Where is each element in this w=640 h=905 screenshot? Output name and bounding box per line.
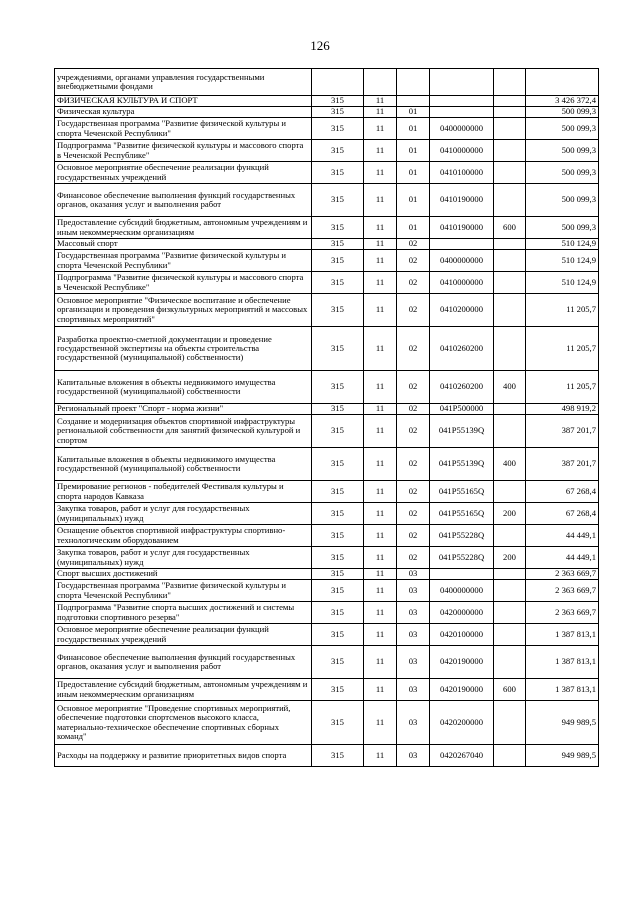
table-row: [55, 602, 599, 624]
target-article-cell: [430, 569, 494, 580]
amount-cell: 44 449,1: [526, 525, 599, 547]
expense-type-cell: [494, 327, 526, 371]
subsection-code-cell: 03: [397, 745, 430, 767]
amount-cell: 500 099,3: [526, 107, 599, 118]
subsection-code-cell: 03: [397, 646, 430, 679]
admin-code-cell: 315: [312, 602, 364, 624]
admin-code-cell: 315: [312, 448, 364, 481]
target-article-cell: 0420267040: [430, 745, 494, 767]
table-row: [55, 294, 599, 327]
subsection-code-cell: 02: [397, 404, 430, 415]
table-row: [55, 701, 599, 745]
table-row: [55, 679, 599, 701]
section-code-cell: 11: [364, 118, 397, 140]
amount-cell: 1 387 813,1: [526, 646, 599, 679]
subsection-code-cell: 02: [397, 415, 430, 448]
section-code-cell: [364, 69, 397, 96]
expense-type-cell: 200: [494, 547, 526, 569]
admin-code-cell: 315: [312, 371, 364, 404]
subsection-code-cell: [397, 69, 430, 96]
expense-type-cell: 200: [494, 503, 526, 525]
amount-cell: 500 099,3: [526, 162, 599, 184]
subsection-code-cell: 01: [397, 107, 430, 118]
admin-code-cell: 315: [312, 415, 364, 448]
amount-cell: 510 124,9: [526, 250, 599, 272]
row-name-cell: Физическая культура: [55, 107, 312, 118]
section-code-cell: 11: [364, 624, 397, 646]
amount-cell: 2 363 669,7: [526, 580, 599, 602]
section-code-cell: 11: [364, 239, 397, 250]
admin-code-cell: 315: [312, 679, 364, 701]
expense-type-cell: [494, 415, 526, 448]
subsection-code-cell: 03: [397, 580, 430, 602]
amount-cell: 1 387 813,1: [526, 624, 599, 646]
expense-type-cell: [494, 481, 526, 503]
row-name-cell: Основное мероприятие "Проведение спортивных мероприятий, обеспечение подготовки спортсменов высокого класса, материально-техническое обеспечение спортивных сборных команд": [55, 701, 312, 745]
row-name-cell: Государственная программа "Развитие физической культуры и спорта Чеченской Республики": [55, 118, 312, 140]
expense-type-cell: 400: [494, 448, 526, 481]
amount-cell: 67 268,4: [526, 503, 599, 525]
expense-type-cell: [494, 404, 526, 415]
table-row: [55, 503, 599, 525]
expense-type-cell: 400: [494, 371, 526, 404]
subsection-code-cell: 02: [397, 525, 430, 547]
section-code-cell: 11: [364, 184, 397, 217]
amount-cell: 500 099,3: [526, 118, 599, 140]
row-name-cell: ФИЗИЧЕСКАЯ КУЛЬТУРА И СПОРТ: [55, 96, 312, 107]
subsection-code-cell: 02: [397, 239, 430, 250]
amount-cell: 11 205,7: [526, 371, 599, 404]
section-code-cell: 11: [364, 415, 397, 448]
expense-type-cell: [494, 239, 526, 250]
subsection-code-cell: 01: [397, 162, 430, 184]
amount-cell: 949 989,5: [526, 745, 599, 767]
expense-type-cell: [494, 184, 526, 217]
subsection-code-cell: [397, 96, 430, 107]
table-row: [55, 239, 599, 250]
target-article-cell: [430, 69, 494, 96]
expense-type-cell: [494, 701, 526, 745]
target-article-cell: 0420100000: [430, 624, 494, 646]
admin-code-cell: 315: [312, 239, 364, 250]
table-row: [55, 107, 599, 118]
subsection-code-cell: 02: [397, 448, 430, 481]
expense-type-cell: [494, 580, 526, 602]
table-body: [55, 69, 599, 767]
section-code-cell: 11: [364, 404, 397, 415]
section-code-cell: 11: [364, 503, 397, 525]
amount-cell: 510 124,9: [526, 239, 599, 250]
expense-type-cell: [494, 250, 526, 272]
admin-code-cell: 315: [312, 525, 364, 547]
admin-code-cell: 315: [312, 481, 364, 503]
admin-code-cell: 315: [312, 96, 364, 107]
section-code-cell: 11: [364, 569, 397, 580]
subsection-code-cell: 02: [397, 503, 430, 525]
expense-type-cell: [494, 69, 526, 96]
target-article-cell: [430, 239, 494, 250]
subsection-code-cell: 02: [397, 481, 430, 503]
row-name-cell: учреждениями, органами управления государственными внебюджетными фондами: [55, 69, 312, 96]
target-article-cell: 0410200000: [430, 294, 494, 327]
admin-code-cell: 315: [312, 162, 364, 184]
section-code-cell: 11: [364, 580, 397, 602]
target-article-cell: 0420200000: [430, 701, 494, 745]
admin-code-cell: 315: [312, 745, 364, 767]
table-row: [55, 547, 599, 569]
amount-cell: 498 919,2: [526, 404, 599, 415]
target-article-cell: 041P55165Q: [430, 481, 494, 503]
table-row: [55, 162, 599, 184]
row-name-cell: Закупка товаров, работ и услуг для государственных (муниципальных) нужд: [55, 547, 312, 569]
table-row: [55, 624, 599, 646]
target-article-cell: 0410000000: [430, 140, 494, 162]
table-row: [55, 569, 599, 580]
admin-code-cell: 315: [312, 107, 364, 118]
subsection-code-cell: 03: [397, 602, 430, 624]
expense-type-cell: [494, 525, 526, 547]
amount-cell: 2 363 669,7: [526, 602, 599, 624]
section-code-cell: 11: [364, 481, 397, 503]
table-row: [55, 69, 599, 96]
row-name-cell: Основное мероприятие обеспечение реализации функций государственных учреждений: [55, 624, 312, 646]
target-article-cell: 0410000000: [430, 272, 494, 294]
target-article-cell: 0420190000: [430, 679, 494, 701]
admin-code-cell: 315: [312, 701, 364, 745]
admin-code-cell: 315: [312, 547, 364, 569]
row-name-cell: Капитальные вложения в объекты недвижимого имущества государственной (муниципальной) собственности: [55, 371, 312, 404]
subsection-code-cell: 02: [397, 371, 430, 404]
admin-code-cell: 315: [312, 272, 364, 294]
target-article-cell: 0410190000: [430, 217, 494, 239]
table-row: [55, 448, 599, 481]
target-article-cell: 0420190000: [430, 646, 494, 679]
row-name-cell: Капитальные вложения в объекты недвижимого имущества государственной (муниципальной) собственности: [55, 448, 312, 481]
expense-type-cell: 600: [494, 217, 526, 239]
subsection-code-cell: 02: [397, 327, 430, 371]
row-name-cell: Региональный проект "Спорт - норма жизни": [55, 404, 312, 415]
admin-code-cell: 315: [312, 327, 364, 371]
subsection-code-cell: 03: [397, 624, 430, 646]
row-name-cell: Предоставление субсидий бюджетным, автономным учреждениям и иным некоммерческим организациям: [55, 679, 312, 701]
subsection-code-cell: 02: [397, 547, 430, 569]
target-article-cell: [430, 96, 494, 107]
table-row: [55, 745, 599, 767]
subsection-code-cell: 02: [397, 250, 430, 272]
target-article-cell: 041P55139Q: [430, 415, 494, 448]
section-code-cell: 11: [364, 646, 397, 679]
subsection-code-cell: 01: [397, 184, 430, 217]
section-code-cell: 11: [364, 701, 397, 745]
section-code-cell: 11: [364, 162, 397, 184]
section-code-cell: 11: [364, 217, 397, 239]
admin-code-cell: 315: [312, 140, 364, 162]
amount-cell: 3 426 372,4: [526, 96, 599, 107]
amount-cell: 11 205,7: [526, 294, 599, 327]
section-code-cell: 11: [364, 96, 397, 107]
amount-cell: 500 099,3: [526, 184, 599, 217]
amount-cell: 949 989,5: [526, 701, 599, 745]
subsection-code-cell: 01: [397, 217, 430, 239]
row-name-cell: Предоставление субсидий бюджетным, автономным учреждениям и иным некоммерческим организациям: [55, 217, 312, 239]
expense-type-cell: [494, 646, 526, 679]
row-name-cell: Финансовое обеспечение выполнения функций государственных органов, оказания услуг и выполнения работ: [55, 646, 312, 679]
row-name-cell: Подпрограмма "Развитие спорта высших достижений и системы подготовки спортивного резерва": [55, 602, 312, 624]
section-code-cell: 11: [364, 602, 397, 624]
admin-code-cell: 315: [312, 569, 364, 580]
row-name-cell: Массовый спорт: [55, 239, 312, 250]
subsection-code-cell: 02: [397, 294, 430, 327]
table-row: [55, 96, 599, 107]
target-article-cell: 0400000000: [430, 250, 494, 272]
section-code-cell: 11: [364, 140, 397, 162]
section-code-cell: 11: [364, 294, 397, 327]
amount-cell: [526, 69, 599, 96]
expense-type-cell: 600: [494, 679, 526, 701]
row-name-cell: Расходы на поддержку и развитие приоритетных видов спорта: [55, 745, 312, 767]
row-name-cell: Создание и модернизация объектов спортивной инфраструктуры региональной собственности для занятий физической культурой и спортом: [55, 415, 312, 448]
expense-type-cell: [494, 96, 526, 107]
table-row: [55, 580, 599, 602]
row-name-cell: Подпрограмма "Развитие физической культуры и массового спорта в Чеченской Республике": [55, 140, 312, 162]
subsection-code-cell: 03: [397, 701, 430, 745]
admin-code-cell: [312, 69, 364, 96]
table-row: [55, 646, 599, 679]
amount-cell: 387 201,7: [526, 448, 599, 481]
row-name-cell: Государственная программа "Развитие физической культуры и спорта Чеченской Республики": [55, 580, 312, 602]
row-name-cell: Спорт высших достижений: [55, 569, 312, 580]
admin-code-cell: 315: [312, 250, 364, 272]
table-row: [55, 217, 599, 239]
target-article-cell: 041P55228Q: [430, 525, 494, 547]
amount-cell: 387 201,7: [526, 415, 599, 448]
admin-code-cell: 315: [312, 580, 364, 602]
target-article-cell: 0410260200: [430, 327, 494, 371]
row-name-cell: Разработка проектно-сметной документации и проведение государственной экспертизы на объекты строительства государственной (муниципальной) собственности): [55, 327, 312, 371]
admin-code-cell: 315: [312, 646, 364, 679]
amount-cell: 500 099,3: [526, 217, 599, 239]
amount-cell: 44 449,1: [526, 547, 599, 569]
table-row: [55, 404, 599, 415]
section-code-cell: 11: [364, 272, 397, 294]
row-name-cell: Оснащение объектов спортивной инфраструктуры спортивно-технологическим оборудованием: [55, 525, 312, 547]
target-article-cell: 041P55165Q: [430, 503, 494, 525]
expense-type-cell: [494, 162, 526, 184]
admin-code-cell: 315: [312, 184, 364, 217]
target-article-cell: 0400000000: [430, 118, 494, 140]
budget-table: [54, 68, 599, 767]
subsection-code-cell: 01: [397, 118, 430, 140]
amount-cell: 67 268,4: [526, 481, 599, 503]
amount-cell: 500 099,3: [526, 140, 599, 162]
table-row: [55, 272, 599, 294]
expense-type-cell: [494, 569, 526, 580]
expense-type-cell: [494, 602, 526, 624]
admin-code-cell: 315: [312, 118, 364, 140]
expense-type-cell: [494, 107, 526, 118]
target-article-cell: 041P55228Q: [430, 547, 494, 569]
amount-cell: 1 387 813,1: [526, 679, 599, 701]
target-article-cell: 041P55139Q: [430, 448, 494, 481]
section-code-cell: 11: [364, 107, 397, 118]
subsection-code-cell: 03: [397, 679, 430, 701]
section-code-cell: 11: [364, 679, 397, 701]
target-article-cell: 0400000000: [430, 580, 494, 602]
page-number: 126: [310, 38, 330, 53]
expense-type-cell: [494, 140, 526, 162]
admin-code-cell: 315: [312, 624, 364, 646]
expense-type-cell: [494, 624, 526, 646]
expense-type-cell: [494, 745, 526, 767]
row-name-cell: Финансовое обеспечение выполнения функций государственных органов, оказания услуг и выполнения работ: [55, 184, 312, 217]
table-row: [55, 371, 599, 404]
expense-type-cell: [494, 294, 526, 327]
section-code-cell: 11: [364, 547, 397, 569]
amount-cell: 510 124,9: [526, 272, 599, 294]
target-article-cell: 0410260200: [430, 371, 494, 404]
subsection-code-cell: 02: [397, 272, 430, 294]
subsection-code-cell: 03: [397, 569, 430, 580]
table-row: [55, 250, 599, 272]
row-name-cell: Подпрограмма "Развитие физической культуры и массового спорта в Чеченской Республике": [55, 272, 312, 294]
table-row: [55, 481, 599, 503]
admin-code-cell: 315: [312, 217, 364, 239]
table-row: [55, 327, 599, 371]
section-code-cell: 11: [364, 250, 397, 272]
section-code-cell: 11: [364, 745, 397, 767]
admin-code-cell: 315: [312, 294, 364, 327]
admin-code-cell: 315: [312, 503, 364, 525]
row-name-cell: Государственная программа "Развитие физической культуры и спорта Чеченской Республики": [55, 250, 312, 272]
row-name-cell: Премирование регионов - победителей Фестиваля культуры и спорта народов Кавказа: [55, 481, 312, 503]
table-row: [55, 415, 599, 448]
table-row: [55, 525, 599, 547]
section-code-cell: 11: [364, 525, 397, 547]
target-article-cell: 0420000000: [430, 602, 494, 624]
table-row: [55, 140, 599, 162]
section-code-cell: 11: [364, 371, 397, 404]
row-name-cell: Закупка товаров, работ и услуг для государственных (муниципальных) нужд: [55, 503, 312, 525]
target-article-cell: 0410190000: [430, 184, 494, 217]
subsection-code-cell: 01: [397, 140, 430, 162]
admin-code-cell: 315: [312, 404, 364, 415]
amount-cell: 11 205,7: [526, 327, 599, 371]
target-article-cell: [430, 107, 494, 118]
expense-type-cell: [494, 272, 526, 294]
expense-type-cell: [494, 118, 526, 140]
target-article-cell: 041P500000: [430, 404, 494, 415]
section-code-cell: 11: [364, 327, 397, 371]
target-article-cell: 0410100000: [430, 162, 494, 184]
table-row: [55, 184, 599, 217]
amount-cell: 2 363 669,7: [526, 569, 599, 580]
section-code-cell: 11: [364, 448, 397, 481]
row-name-cell: Основное мероприятие "Физическое воспитание и обеспечение организации и проведения физкультурных мероприятий и массовых спортивных мероприятий": [55, 294, 312, 327]
table-row: [55, 118, 599, 140]
row-name-cell: Основное мероприятие обеспечение реализации функций государственных учреждений: [55, 162, 312, 184]
